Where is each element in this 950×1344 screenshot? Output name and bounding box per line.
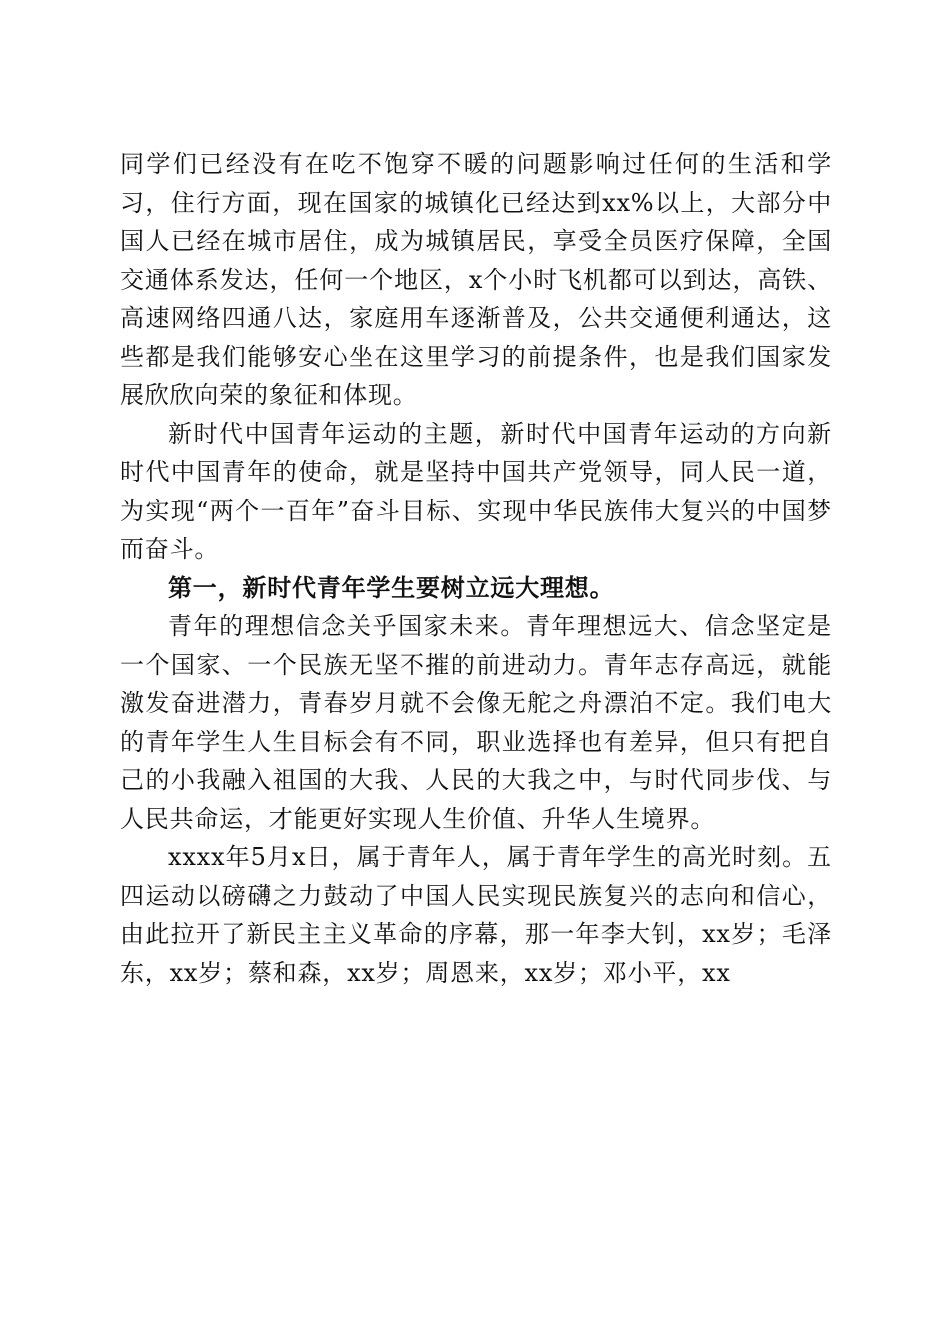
paragraph-may-fourth: xxxx年5月x日，属于青年人，属于青年学生的高光时刻。五四运动以磅礴之力鼓动了中国人民实现民族复兴的志向和信心，由此拉开了新民主主义革命的序幕，那一年李大钊，xx岁；毛泽东，xx岁；蔡和森，xx岁；周恩来，xx岁；邓小平，xx (120, 843, 832, 987)
paragraph-living-conditions: 同学们已经没有在吃不饱穿不暖的问题影响过任何的生活和学习，住行方面，现在国家的城镇化已经达到xx%以上，大部分中国人已经在城市居住，成为城镇居民，享受全员医疗保障，全国交通体系发达，任何一个地区，x个小时飞机都可以到达，高铁、高速网络四通八达，家庭用车逐渐普及，公共交通便利通达，这些都是我们能够安心坐在这里学习的前提条件，也是我们国家发展欣欣向荣的象征和体现。 (120, 150, 832, 409)
section-heading-first: 第一，新时代青年学生要树立远大理想。 (168, 572, 615, 602)
paragraph-youth-mission: 新时代中国青年运动的主题，新时代中国青年运动的方向新时代中国青年的使命，就是坚持中国共产党领导，同人民一道，为实现“两个一百年”奋斗目标、实现中华民族伟大复兴的中国梦而奋斗。 (120, 419, 832, 563)
document-body (120, 145, 832, 992)
paragraph-youth-ideals: 青年的理想信念关乎国家未来。青年理想远大、信念坚定是一个国家、一个民族无坚不摧的前进动力。青年志存高远，就能激发奋进潜力，青春岁月就不会像无舵之舟漂泊不定。我们电大的青年学生人生目标会有不同，职业选择也有差异，但只有把自己的小我融入祖国的大我、人民的大我之中，与时代同步伐、与人民共命运，才能更好实现人生价值、升华人生境界。 (120, 612, 832, 833)
